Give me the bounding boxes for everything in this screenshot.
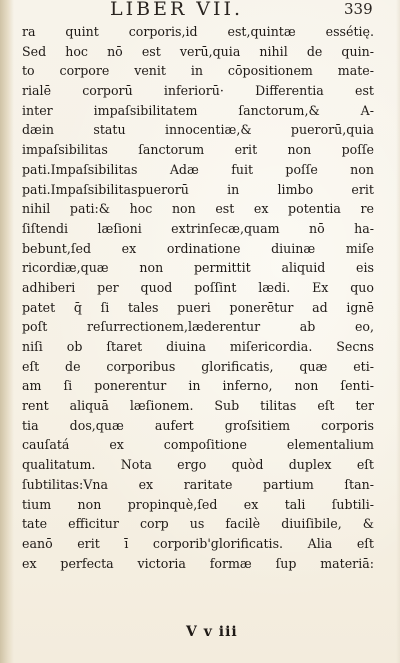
text-line: dæin statu innocentiæ,& puerorū,quia [22, 122, 374, 138]
text-line: niſi ob ſtaret diuina miſericordia. Secns [22, 339, 374, 354]
text-line: rent aliquā læſionem. Sub tilitas eſt ter [22, 398, 374, 414]
text-line: ſubtilitas:Vna ex raritate partium ſtan- [22, 476, 374, 492]
text-line: Sed hoc nō est verū,quia nihil de quin- [22, 43, 374, 59]
text-line: ricordiæ,quæ non permittit aliquid eis [22, 260, 374, 276]
text-line: cauſatá ex compoſitione elementalium [22, 437, 374, 453]
text-block [22, 22, 382, 573]
text-line: to corpore venit in cōpositionem mate- [22, 63, 374, 79]
text-line: bebunt,ſed ex ordinatione diuinæ miſe [22, 240, 374, 256]
text-line: eanō erit ī corporib'glorificatis. Alia eſt [22, 535, 374, 551]
text-line: ſiſtendi læſioni extrinſecæ,quam nō ha- [22, 220, 374, 236]
text-line: nihil pati:& hoc non est ex potentia re [22, 201, 374, 217]
text-line: rialē corporū inferiorū· Differentia est [22, 83, 374, 99]
text-line: pati.Impaſsibilitaspuerorū in limbo erit [22, 181, 374, 197]
text-line: impaſsibilitas ſanctorum erit non poſſe [22, 142, 374, 158]
text-line: tium non propinquè,ſed ex tali ſubtili- [22, 496, 374, 512]
text-line: tate efficitur corp us facilè diuiſibile, & [22, 516, 374, 532]
text-line: tia dos,quæ aufert groſsitiem corporis [22, 417, 374, 433]
text-line: patet q̄ ſi tales pueri ponerētur ad ignē [22, 299, 374, 315]
text-line: inter impaſsibilitatem ſanctorum,& A- [22, 102, 374, 118]
folio-number: 339 [344, 0, 373, 18]
signature-mark: V v iii [186, 624, 238, 640]
text-line: qualitatum. Nota ergo quòd duplex eſt [22, 457, 374, 473]
running-title: LIBER VII. [110, 0, 244, 20]
text-line: adhiberi per quod poſſint lædi. Ex quo [22, 279, 374, 295]
text-line: ra quint corporis,id est,quintæ essétię. [22, 24, 374, 39]
page-gutter [0, 0, 14, 663]
text-line: ex perfecta victoria formæ ſup materiā: [22, 555, 374, 571]
text-line: pati.Impaſsibilitas Adæ fuit poſſe non [22, 161, 374, 177]
text-line: am ſi ponerentur in inferno, non ſenti- [22, 378, 374, 394]
page-edge [396, 0, 400, 663]
text-line: poſt reſurrectionem,læderentur ab eo, [22, 319, 374, 335]
text-line: eſt de corporibus glorificatis, quæ eti- [22, 358, 374, 374]
